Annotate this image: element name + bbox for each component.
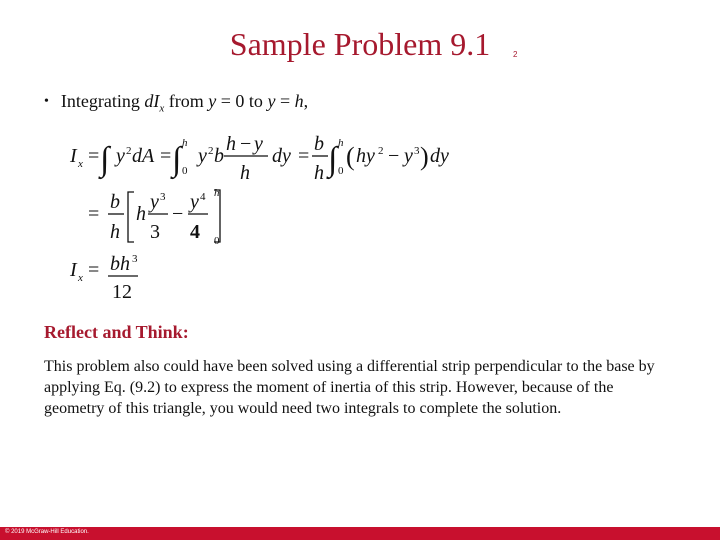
svg-text:0: 0: [338, 165, 344, 177]
svg-text:bh: bh: [110, 253, 130, 275]
svg-text:h: h: [136, 203, 146, 225]
svg-text:−: −: [172, 203, 184, 225]
svg-text:=: =: [88, 145, 100, 167]
svg-text:3: 3: [414, 145, 420, 157]
svg-text:x: x: [78, 272, 83, 284]
equation-line-2: [88, 187, 220, 247]
slide-number: 2: [513, 50, 518, 59]
svg-text:h: h: [182, 137, 188, 149]
svg-text:y: y: [404, 145, 413, 167]
svg-text:dA: dA: [132, 145, 155, 167]
svg-text:0: 0: [182, 165, 188, 177]
svg-text:I: I: [70, 145, 77, 167]
reflect-paragraph: This problem also could have been solved using a differential strip perpendicular to the base by applying Eq. (9.2) to express the moment of inertia of this strip. However, because of the geometry of this triangle, you would need two integrals to complete the solution.: [44, 358, 655, 417]
svg-text:2: 2: [126, 145, 132, 157]
reflect-heading: Reflect and Think:: [44, 322, 189, 342]
svg-text:∫: ∫: [328, 141, 338, 178]
svg-text:h: h: [226, 133, 236, 155]
svg-text:(: (: [346, 142, 355, 171]
svg-text:2: 2: [208, 145, 214, 157]
svg-text:=: =: [298, 145, 310, 167]
slide-title: Sample Problem 9.1: [229, 26, 491, 62]
svg-text:hy: hy: [356, 145, 375, 167]
svg-text:y: y: [254, 133, 263, 155]
svg-text:2: 2: [378, 145, 384, 157]
equation-line-1: [69, 133, 449, 184]
svg-text:y: y: [150, 191, 159, 213]
svg-text:h: h: [240, 162, 250, 184]
svg-text:b: b: [214, 145, 224, 167]
svg-text:dy: dy: [272, 145, 291, 167]
svg-text:I: I: [70, 259, 77, 281]
svg-text:∫: ∫: [172, 141, 182, 178]
svg-text:y: y: [198, 145, 207, 167]
svg-text:y: y: [116, 145, 125, 167]
svg-text:h: h: [110, 221, 120, 243]
svg-text:h: h: [314, 162, 324, 184]
svg-text:dy: dy: [430, 145, 449, 167]
svg-text:h: h: [214, 187, 220, 199]
svg-text:∫: ∫: [100, 141, 110, 178]
svg-text:12: 12: [112, 281, 132, 303]
svg-text:0: 0: [214, 235, 220, 247]
svg-text:=: =: [88, 259, 100, 281]
svg-text:): ): [420, 142, 429, 171]
svg-text:−: −: [240, 133, 252, 155]
svg-text:3: 3: [132, 253, 138, 265]
equation-line-3: [69, 253, 138, 303]
svg-text:=: =: [88, 203, 100, 225]
svg-text:−: −: [388, 145, 400, 167]
footer-bar: [0, 527, 720, 540]
svg-text:3: 3: [150, 221, 160, 243]
bullet-dot: •: [44, 94, 49, 109]
svg-text:4: 4: [200, 191, 206, 203]
bullet-integrating: • Integrating $dI_x$ from y = 0 to y = h,: [44, 91, 309, 115]
svg-text:y: y: [190, 191, 199, 213]
svg-text:4: 4: [190, 221, 200, 243]
svg-text:b: b: [110, 191, 120, 213]
svg-text:b: b: [314, 133, 324, 155]
integration-equations: [62, 128, 482, 308]
svg-text:h: h: [338, 137, 344, 149]
svg-text:=: =: [160, 145, 172, 167]
svg-text:3: 3: [160, 191, 166, 203]
svg-text:x: x: [78, 158, 83, 170]
copyright-text: © 2019 McGraw-Hill Education.: [5, 529, 89, 535]
